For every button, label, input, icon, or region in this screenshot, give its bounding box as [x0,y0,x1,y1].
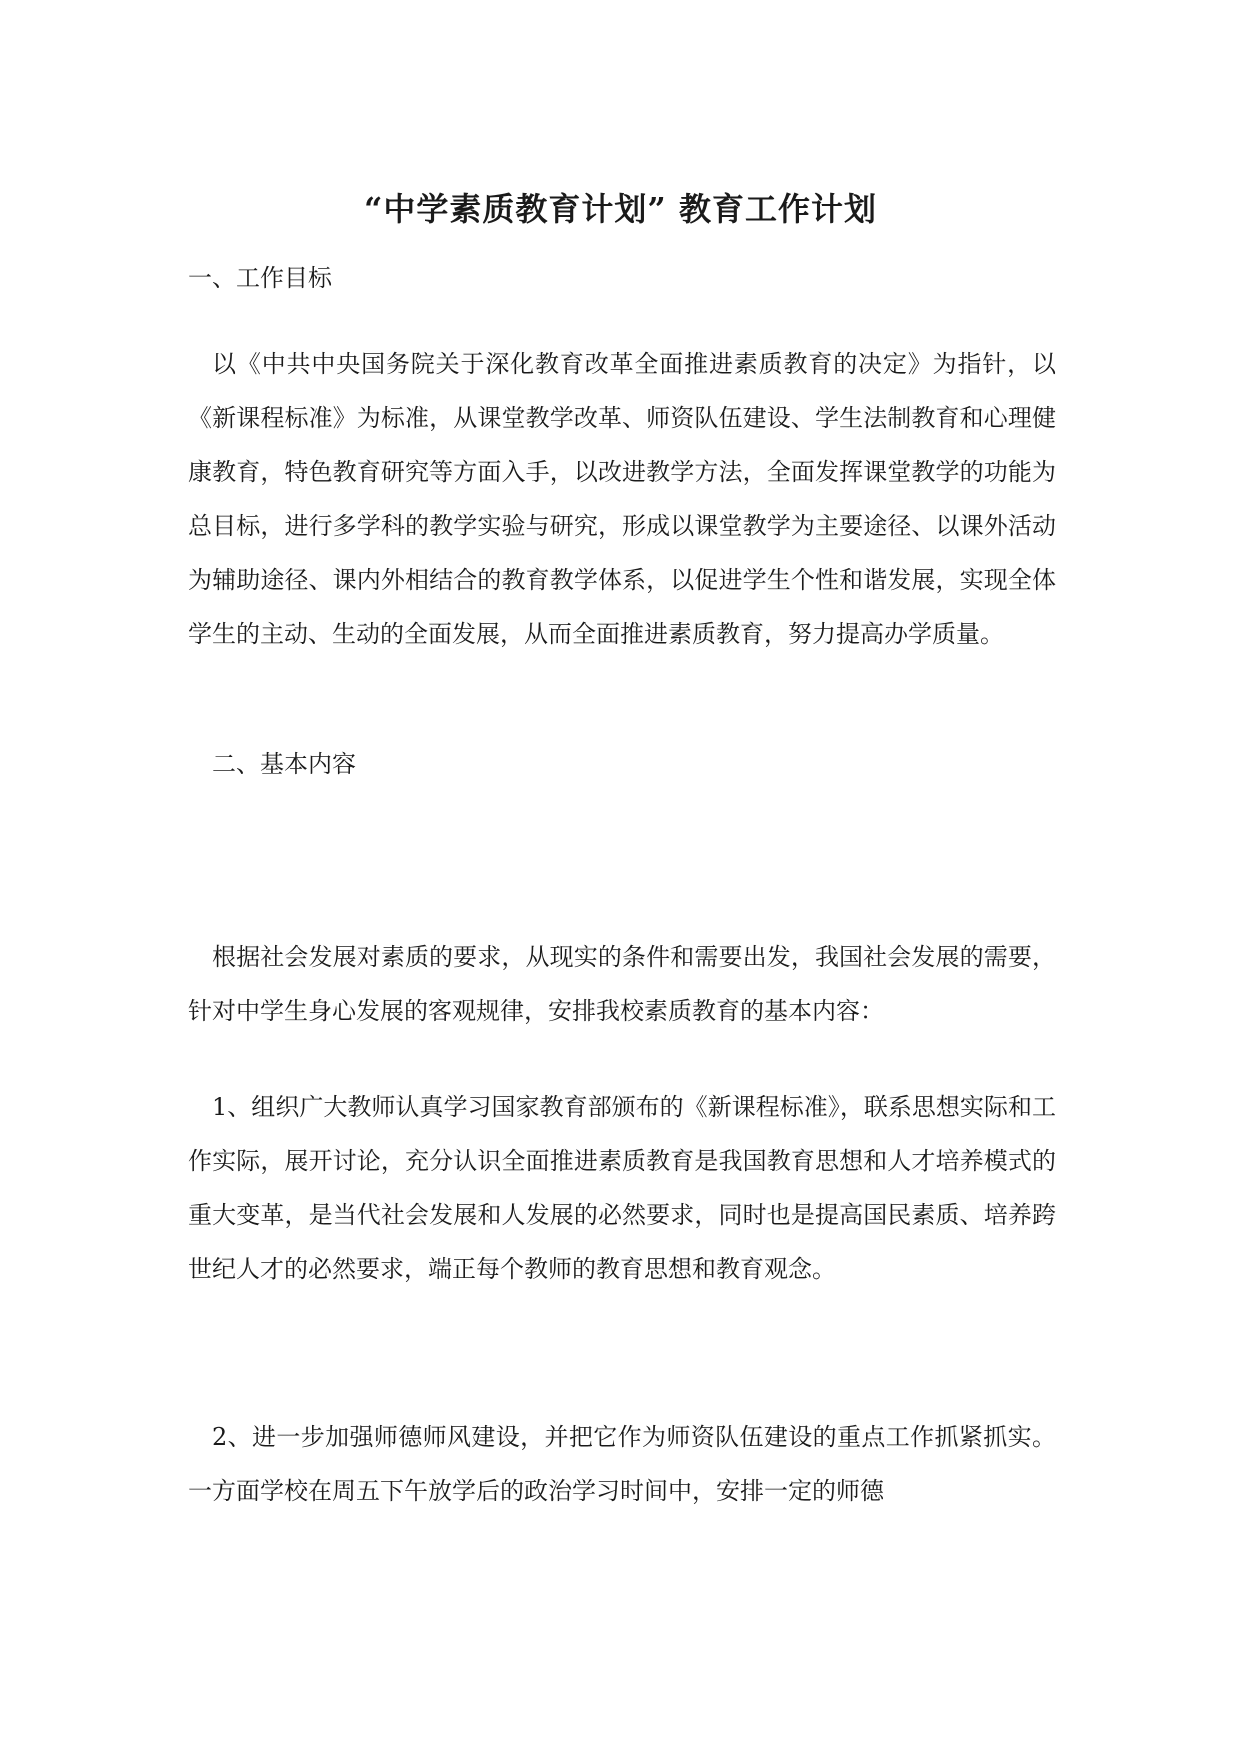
document-title: “中学素质教育计划” 教育工作计划 [364,190,877,228]
paragraph-work-goals: 以《中共中央国务院关于深化教育改革全面推进素质教育的决定》为指针，以《新课程标准》为标准，从课堂教学改革、师资队伍建设、学生法制教育和心理健康教育，特色教育研究等方面入手，以改进教学方法，全面发挥课堂教学的功能为总目标，进行多学科的教学实验与研究，形成以课堂教学为主要途径、以课外活动为辅助途径、课内外相结合的教育教学体系，以促进学生个性和谐发展，实现全体学生的主动、生动的全面发展，从而全面推进素质教育，努力提高办学质量。 [188,350,1056,648]
section-heading-basic-content: 二、基本内容 [212,750,356,778]
paragraph-item-2: 2、进一步加强师德师风建设，并把它作为师资队伍建设的重点工作抓紧抓实。一方面学校在周五下午放学后的政治学习时间中，安排一定的师德 [188,1423,1056,1505]
section-heading-work-goals: 一、工作目标 [188,264,332,292]
paragraph-basic-content-intro: 根据社会发展对素质的要求，从现实的条件和需要出发，我国社会发展的需要，针对中学生身心发展的客观规律，安排我校素质教育的基本内容： [188,943,1056,1025]
paragraph-item-1: 1、组织广大教师认真学习国家教育部颁布的《新课程标准》，联系思想实际和工作实际，展开讨论，充分认识全面推进素质教育是我国教育思想和人才培养模式的重大变革，是当代社会发展和人发展的必然要求，同时也是提高国民素质、培养跨世纪人才的必然要求，端正每个教师的教育思想和教育观念。 [188,1093,1056,1283]
